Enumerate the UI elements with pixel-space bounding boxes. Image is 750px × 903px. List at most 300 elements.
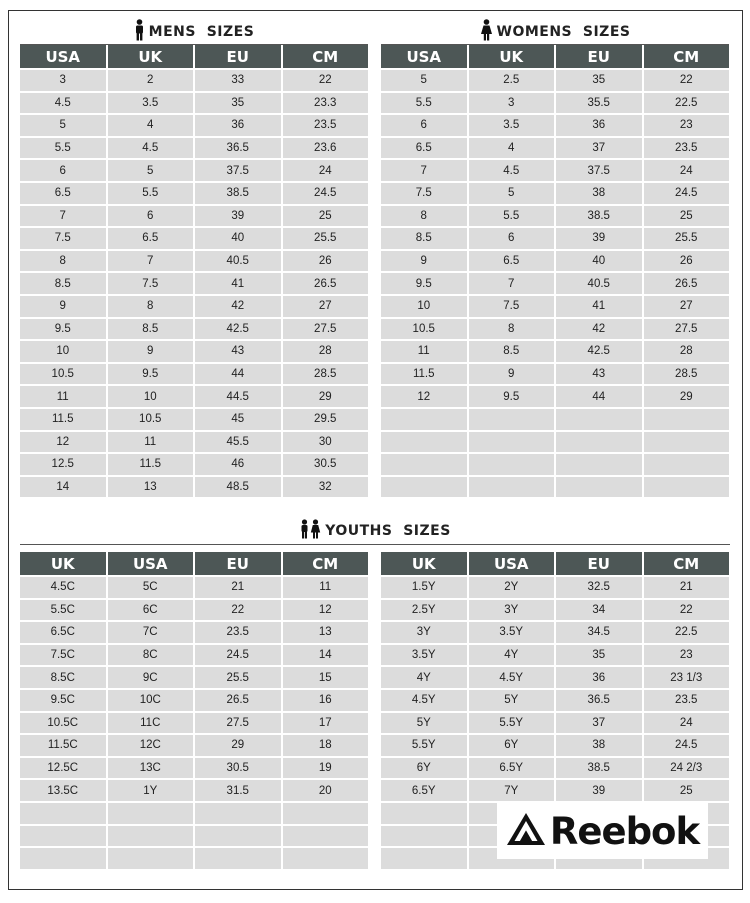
table-cell: 11 bbox=[283, 577, 369, 598]
table-cell: 25.5 bbox=[283, 228, 369, 249]
table-cell: 44.5 bbox=[195, 386, 281, 407]
table-cell: 13 bbox=[108, 477, 194, 498]
table-cell: 6 bbox=[381, 115, 467, 136]
table-cell: 38.5 bbox=[556, 758, 642, 779]
table-cell: 36 bbox=[195, 115, 281, 136]
table-row bbox=[381, 713, 729, 734]
table-cell: 46 bbox=[195, 454, 281, 475]
table-cell: 24.5 bbox=[644, 735, 730, 756]
mens-header-cm: CM bbox=[283, 45, 369, 68]
table-cell: 32.5 bbox=[556, 577, 642, 598]
table-cell: 1.5Y bbox=[381, 577, 467, 598]
table-cell bbox=[381, 826, 467, 847]
table-cell: 5.5 bbox=[20, 138, 106, 159]
table-cell: 9 bbox=[381, 251, 467, 272]
table-cell: 22.5 bbox=[644, 93, 730, 114]
table-cell: 23.6 bbox=[283, 138, 369, 159]
table-row bbox=[20, 826, 368, 847]
table-cell: 7.5 bbox=[469, 296, 555, 317]
table-cell bbox=[20, 826, 106, 847]
table-row bbox=[20, 183, 368, 204]
table-cell: 29.5 bbox=[283, 409, 369, 430]
table-cell: 27 bbox=[644, 296, 730, 317]
table-row bbox=[381, 183, 729, 204]
table-cell: 41 bbox=[195, 273, 281, 294]
youths-left-header-uk: UK bbox=[20, 552, 106, 575]
table-row bbox=[20, 713, 368, 734]
table-cell: 26.5 bbox=[195, 690, 281, 711]
table-cell: 28 bbox=[283, 341, 369, 362]
table-row bbox=[20, 577, 368, 598]
table-cell bbox=[381, 409, 467, 430]
mens-header-uk: UK bbox=[108, 45, 194, 68]
table-cell: 6.5 bbox=[20, 183, 106, 204]
table-cell bbox=[381, 848, 467, 869]
table-row bbox=[20, 780, 368, 801]
table-cell: 9.5C bbox=[20, 690, 106, 711]
table-cell: 12 bbox=[283, 600, 369, 621]
table-row bbox=[381, 341, 729, 362]
table-cell bbox=[108, 826, 194, 847]
table-cell: 5.5C bbox=[20, 600, 106, 621]
table-cell: 33 bbox=[195, 70, 281, 91]
womens-header-usa: USA bbox=[381, 45, 467, 68]
table-cell: 42 bbox=[556, 319, 642, 340]
table-cell: 4Y bbox=[381, 667, 467, 688]
table-cell bbox=[469, 454, 555, 475]
table-cell: 11.5 bbox=[381, 364, 467, 385]
table-cell: 22.5 bbox=[644, 622, 730, 643]
table-cell: 3.5Y bbox=[469, 622, 555, 643]
table-cell: 27 bbox=[283, 296, 369, 317]
table-row bbox=[381, 667, 729, 688]
table-cell: 2Y bbox=[469, 577, 555, 598]
table-cell: 32 bbox=[283, 477, 369, 498]
table-cell: 3.5 bbox=[108, 93, 194, 114]
table-row bbox=[381, 454, 729, 475]
table-cell: 44 bbox=[556, 386, 642, 407]
table-row bbox=[20, 735, 368, 756]
womens-header-uk: UK bbox=[469, 45, 555, 68]
reebok-logo bbox=[497, 803, 708, 859]
youths-left-header-cm: CM bbox=[283, 552, 369, 575]
table-cell bbox=[20, 848, 106, 869]
table-cell: 12.5C bbox=[20, 758, 106, 779]
table-cell: 17 bbox=[283, 713, 369, 734]
table-row bbox=[381, 228, 729, 249]
children-icon bbox=[299, 519, 321, 543]
youths-title-rule bbox=[20, 544, 730, 545]
table-row bbox=[381, 138, 729, 159]
table-row bbox=[381, 70, 729, 91]
table-cell: 5.5 bbox=[108, 183, 194, 204]
table-cell: 6 bbox=[469, 228, 555, 249]
table-cell: 42.5 bbox=[556, 341, 642, 362]
table-row bbox=[381, 273, 729, 294]
table-cell: 42 bbox=[195, 296, 281, 317]
table-cell: 42.5 bbox=[195, 319, 281, 340]
table-cell: 9 bbox=[108, 341, 194, 362]
table-cell: 14 bbox=[283, 645, 369, 666]
table-cell: 24 bbox=[644, 713, 730, 734]
table-cell: 23.5 bbox=[644, 690, 730, 711]
table-cell: 7Y bbox=[469, 780, 555, 801]
table-cell: 6C bbox=[108, 600, 194, 621]
table-cell: 26.5 bbox=[283, 273, 369, 294]
table-cell bbox=[381, 432, 467, 453]
table-cell: 7.5 bbox=[108, 273, 194, 294]
mens-header-row bbox=[20, 45, 368, 68]
table-row bbox=[381, 622, 729, 643]
womens-header-cm: CM bbox=[644, 45, 730, 68]
youths-right-header-eu: EU bbox=[556, 552, 642, 575]
youths-right-header-uk: UK bbox=[381, 552, 467, 575]
table-cell: 36 bbox=[556, 667, 642, 688]
table-cell: 16 bbox=[283, 690, 369, 711]
table-cell bbox=[644, 409, 730, 430]
table-row bbox=[381, 780, 729, 801]
table-cell: 34 bbox=[556, 600, 642, 621]
table-row bbox=[381, 645, 729, 666]
table-cell: 7.5 bbox=[381, 183, 467, 204]
table-cell: 22 bbox=[644, 600, 730, 621]
table-cell: 27.5 bbox=[644, 319, 730, 340]
table-cell: 37 bbox=[556, 138, 642, 159]
table-cell: 39 bbox=[556, 780, 642, 801]
womens-sizes-title bbox=[381, 20, 729, 44]
table-row bbox=[381, 432, 729, 453]
table-cell: 12C bbox=[108, 735, 194, 756]
table-cell: 4.5Y bbox=[469, 667, 555, 688]
table-row bbox=[381, 93, 729, 114]
table-row bbox=[20, 803, 368, 824]
table-cell: 45 bbox=[195, 409, 281, 430]
table-row bbox=[20, 138, 368, 159]
table-cell bbox=[283, 848, 369, 869]
table-cell: 8 bbox=[20, 251, 106, 272]
table-row bbox=[381, 690, 729, 711]
table-cell bbox=[283, 826, 369, 847]
table-cell: 24 2/3 bbox=[644, 758, 730, 779]
table-row bbox=[20, 690, 368, 711]
mens-header-eu: EU bbox=[195, 45, 281, 68]
table-cell: 6 bbox=[108, 206, 194, 227]
table-cell: 5.5Y bbox=[381, 735, 467, 756]
table-cell bbox=[195, 848, 281, 869]
table-cell: 10C bbox=[108, 690, 194, 711]
table-cell: 23.5 bbox=[283, 115, 369, 136]
table-cell: 30 bbox=[283, 432, 369, 453]
table-cell: 8.5 bbox=[20, 273, 106, 294]
table-cell: 11 bbox=[108, 432, 194, 453]
table-cell: 6.5Y bbox=[381, 780, 467, 801]
youths-sizes-title bbox=[20, 519, 730, 543]
table-row bbox=[20, 758, 368, 779]
table-row bbox=[381, 477, 729, 498]
table-cell: 28.5 bbox=[283, 364, 369, 385]
table-cell: 15 bbox=[283, 667, 369, 688]
table-cell: 35 bbox=[556, 645, 642, 666]
youths-right-header-cm: CM bbox=[644, 552, 730, 575]
table-row bbox=[381, 364, 729, 385]
youths-right-header-usa: USA bbox=[469, 552, 555, 575]
table-cell: 23.5 bbox=[195, 622, 281, 643]
table-cell: 27.5 bbox=[195, 713, 281, 734]
table-cell: 9.5 bbox=[108, 364, 194, 385]
table-cell: 23 bbox=[644, 115, 730, 136]
table-cell: 34.5 bbox=[556, 622, 642, 643]
table-cell: 40 bbox=[556, 251, 642, 272]
table-cell: 38.5 bbox=[556, 206, 642, 227]
table-cell: 7.5C bbox=[20, 645, 106, 666]
table-cell: 40 bbox=[195, 228, 281, 249]
table-row bbox=[381, 577, 729, 598]
table-cell: 6.5 bbox=[469, 251, 555, 272]
table-cell: 7 bbox=[469, 273, 555, 294]
table-cell bbox=[381, 454, 467, 475]
table-cell: 5 bbox=[20, 115, 106, 136]
table-row bbox=[20, 206, 368, 227]
table-cell: 19 bbox=[283, 758, 369, 779]
table-cell: 2.5 bbox=[469, 70, 555, 91]
table-cell: 23.5 bbox=[644, 138, 730, 159]
table-cell: 27.5 bbox=[283, 319, 369, 340]
table-row bbox=[20, 409, 368, 430]
table-row bbox=[381, 160, 729, 181]
table-cell: 24 bbox=[644, 160, 730, 181]
table-cell: 26.5 bbox=[644, 273, 730, 294]
table-cell: 31.5 bbox=[195, 780, 281, 801]
table-cell: 11C bbox=[108, 713, 194, 734]
table-cell: 6.5 bbox=[108, 228, 194, 249]
table-cell: 6.5 bbox=[381, 138, 467, 159]
table-cell: 23 bbox=[644, 645, 730, 666]
table-cell: 9C bbox=[108, 667, 194, 688]
table-row bbox=[20, 228, 368, 249]
table-cell: 4.5 bbox=[469, 160, 555, 181]
womens-header-eu: EU bbox=[556, 45, 642, 68]
table-cell: 26 bbox=[283, 251, 369, 272]
table-cell: 6Y bbox=[469, 735, 555, 756]
table-cell: 37.5 bbox=[195, 160, 281, 181]
table-cell: 10.5 bbox=[108, 409, 194, 430]
table-cell: 7 bbox=[20, 206, 106, 227]
mens-sizes-title bbox=[20, 20, 368, 44]
table-cell: 5C bbox=[108, 577, 194, 598]
table-cell: 35 bbox=[556, 70, 642, 91]
table-cell: 4Y bbox=[469, 645, 555, 666]
table-cell: 5.5Y bbox=[469, 713, 555, 734]
table-cell bbox=[195, 826, 281, 847]
table-cell: 8.5 bbox=[469, 341, 555, 362]
table-cell bbox=[20, 803, 106, 824]
table-cell: 23.3 bbox=[283, 93, 369, 114]
youths-left-size-table bbox=[18, 550, 370, 871]
reebok-delta-logo-icon bbox=[506, 812, 546, 850]
table-cell: 8C bbox=[108, 645, 194, 666]
table-cell: 3.5 bbox=[469, 115, 555, 136]
table-cell: 9.5 bbox=[20, 319, 106, 340]
table-cell: 4.5 bbox=[108, 138, 194, 159]
table-cell: 4 bbox=[108, 115, 194, 136]
table-cell: 43 bbox=[195, 341, 281, 362]
table-cell bbox=[381, 477, 467, 498]
table-row bbox=[20, 70, 368, 91]
table-row bbox=[20, 667, 368, 688]
table-cell: 26 bbox=[644, 251, 730, 272]
table-cell: 29 bbox=[195, 735, 281, 756]
table-row bbox=[20, 645, 368, 666]
table-cell: 25.5 bbox=[195, 667, 281, 688]
table-cell: 30.5 bbox=[195, 758, 281, 779]
table-cell: 37.5 bbox=[556, 160, 642, 181]
table-row bbox=[381, 600, 729, 621]
table-cell: 2 bbox=[108, 70, 194, 91]
table-cell: 29 bbox=[283, 386, 369, 407]
table-cell: 35 bbox=[195, 93, 281, 114]
table-cell: 6 bbox=[20, 160, 106, 181]
table-cell bbox=[644, 454, 730, 475]
table-cell: 11.5 bbox=[20, 409, 106, 430]
table-cell: 25 bbox=[644, 780, 730, 801]
table-row bbox=[381, 296, 729, 317]
table-cell: 9 bbox=[20, 296, 106, 317]
table-cell bbox=[108, 803, 194, 824]
table-row bbox=[20, 432, 368, 453]
table-cell: 8.5 bbox=[381, 228, 467, 249]
table-cell: 44 bbox=[195, 364, 281, 385]
table-cell: 3.5Y bbox=[381, 645, 467, 666]
table-cell: 40.5 bbox=[195, 251, 281, 272]
table-row bbox=[381, 319, 729, 340]
table-row bbox=[20, 115, 368, 136]
table-cell: 22 bbox=[283, 70, 369, 91]
table-cell: 10 bbox=[381, 296, 467, 317]
table-cell: 5Y bbox=[381, 713, 467, 734]
reebok-wordmark: Reebok bbox=[549, 809, 700, 853]
table-cell: 38.5 bbox=[195, 183, 281, 204]
table-cell: 5.5 bbox=[381, 93, 467, 114]
table-cell: 5 bbox=[108, 160, 194, 181]
table-row bbox=[20, 848, 368, 869]
table-cell: 11 bbox=[381, 341, 467, 362]
table-cell: 3 bbox=[20, 70, 106, 91]
youths-left-header-usa: USA bbox=[108, 552, 194, 575]
table-cell bbox=[556, 454, 642, 475]
table-cell: 36.5 bbox=[195, 138, 281, 159]
table-cell: 8 bbox=[381, 206, 467, 227]
table-row bbox=[20, 386, 368, 407]
table-cell: 6.5Y bbox=[469, 758, 555, 779]
table-cell: 28 bbox=[644, 341, 730, 362]
table-cell: 24.5 bbox=[195, 645, 281, 666]
table-cell: 5Y bbox=[469, 690, 555, 711]
table-row bbox=[381, 758, 729, 779]
table-cell: 2.5Y bbox=[381, 600, 467, 621]
table-cell: 13.5C bbox=[20, 780, 106, 801]
mens-title-text: MENS SIZES bbox=[148, 24, 255, 40]
table-cell: 7.5 bbox=[20, 228, 106, 249]
table-row bbox=[20, 251, 368, 272]
table-cell: 3 bbox=[469, 93, 555, 114]
table-cell: 4 bbox=[469, 138, 555, 159]
table-cell: 20 bbox=[283, 780, 369, 801]
table-cell: 10.5 bbox=[381, 319, 467, 340]
table-cell: 8.5 bbox=[108, 319, 194, 340]
table-cell bbox=[469, 409, 555, 430]
table-cell: 23 1/3 bbox=[644, 667, 730, 688]
table-cell: 1Y bbox=[108, 780, 194, 801]
table-cell: 25 bbox=[644, 206, 730, 227]
table-row bbox=[20, 319, 368, 340]
table-row bbox=[20, 477, 368, 498]
womens-header-row bbox=[381, 45, 729, 68]
table-cell: 24 bbox=[283, 160, 369, 181]
table-cell: 21 bbox=[644, 577, 730, 598]
table-cell: 10.5 bbox=[20, 364, 106, 385]
table-cell: 3Y bbox=[381, 622, 467, 643]
table-cell: 9 bbox=[469, 364, 555, 385]
table-cell: 5 bbox=[469, 183, 555, 204]
table-cell: 9.5 bbox=[469, 386, 555, 407]
table-cell: 8 bbox=[108, 296, 194, 317]
table-cell: 14 bbox=[20, 477, 106, 498]
womens-title-text: WOMENS SIZES bbox=[496, 24, 631, 40]
table-cell: 4.5C bbox=[20, 577, 106, 598]
table-row bbox=[20, 600, 368, 621]
table-cell: 7 bbox=[108, 251, 194, 272]
table-cell: 4.5Y bbox=[381, 690, 467, 711]
youths-left-header-eu: EU bbox=[195, 552, 281, 575]
table-cell: 45.5 bbox=[195, 432, 281, 453]
table-cell: 38 bbox=[556, 735, 642, 756]
table-cell: 36 bbox=[556, 115, 642, 136]
youths-right-header-row bbox=[381, 552, 729, 575]
table-cell: 7 bbox=[381, 160, 467, 181]
table-cell: 3Y bbox=[469, 600, 555, 621]
table-cell: 39 bbox=[195, 206, 281, 227]
table-cell: 5 bbox=[381, 70, 467, 91]
table-cell: 10 bbox=[108, 386, 194, 407]
table-cell: 41 bbox=[556, 296, 642, 317]
table-row bbox=[20, 622, 368, 643]
table-cell bbox=[644, 477, 730, 498]
table-row bbox=[381, 409, 729, 430]
table-cell: 22 bbox=[644, 70, 730, 91]
woman-icon bbox=[480, 19, 493, 45]
table-row bbox=[20, 341, 368, 362]
table-cell: 28.5 bbox=[644, 364, 730, 385]
table-cell: 40.5 bbox=[556, 273, 642, 294]
youths-left-header-row bbox=[20, 552, 368, 575]
table-cell bbox=[469, 477, 555, 498]
table-row bbox=[20, 273, 368, 294]
table-cell bbox=[556, 409, 642, 430]
youths-title-text: YOUTHS SIZES bbox=[325, 523, 451, 539]
table-row bbox=[381, 206, 729, 227]
table-cell: 12 bbox=[381, 386, 467, 407]
table-cell: 11 bbox=[20, 386, 106, 407]
table-row bbox=[20, 93, 368, 114]
table-row bbox=[381, 735, 729, 756]
man-icon bbox=[134, 19, 145, 45]
table-cell: 6Y bbox=[381, 758, 467, 779]
table-cell: 37 bbox=[556, 713, 642, 734]
table-cell: 8.5C bbox=[20, 667, 106, 688]
table-cell: 38 bbox=[556, 183, 642, 204]
table-cell bbox=[556, 477, 642, 498]
table-cell: 10.5C bbox=[20, 713, 106, 734]
